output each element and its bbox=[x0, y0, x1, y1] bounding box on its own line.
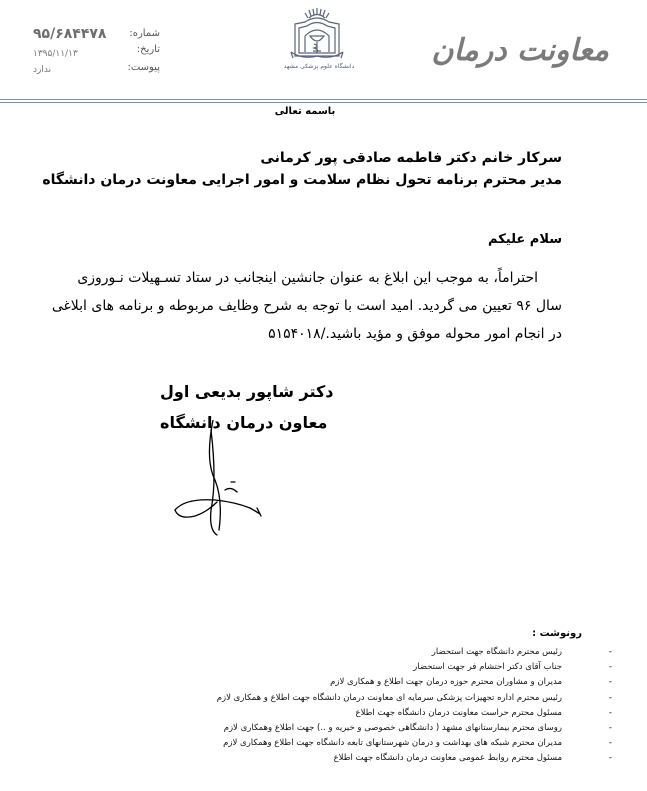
letter-body bbox=[52, 264, 562, 348]
cc-item-text: رئیس محترم اداره تجهیزات پزشکی سرمایه ای معاونت درمان دانشگاه جهت اطلاع و همکاری لازم bbox=[216, 692, 562, 703]
logo-caption: دانشگاه علوم پزشکی مشهد bbox=[283, 63, 355, 70]
cc-item-text: مسئول محترم حراست معاونت درمان دانشگاه جهت اطلاع bbox=[355, 707, 562, 718]
university-logo-icon bbox=[283, 6, 355, 72]
cc-bullet: - bbox=[608, 662, 612, 673]
letter-date-label: تاریخ: bbox=[136, 44, 160, 55]
letter-number-label: شماره: bbox=[129, 28, 160, 39]
signature-icon bbox=[165, 420, 295, 540]
cc-item bbox=[217, 721, 612, 736]
cc-bullet: - bbox=[608, 707, 612, 718]
cc-item bbox=[217, 706, 612, 721]
cc-bullet: - bbox=[608, 647, 612, 657]
cc-bullet: - bbox=[608, 677, 612, 688]
cc-bullet: - bbox=[608, 723, 612, 734]
signer-title: معاون درمان دانشگاه bbox=[160, 413, 328, 432]
cc-bullet: - bbox=[608, 692, 612, 703]
cc-heading: رونوشت : bbox=[532, 628, 582, 639]
cc-item-text: رئیس محترم دانشگاه جهت استحضار bbox=[431, 647, 562, 657]
cc-bullet: - bbox=[608, 738, 612, 749]
body-line: احتراماً، به موجب این ابلاغ به عنوان جانشین اینجانب در ستاد تسـهیلات نـوروزی bbox=[77, 270, 538, 286]
header-divider-top bbox=[0, 99, 647, 100]
body-line: در انجام امور محوله موفق و مؤید باشید./۵۱۵۴۰۱۸ bbox=[268, 326, 562, 342]
recipient-title: مدیر محترم برنامه تحول نظام سلامت و امور اجرایی معاونت درمان دانشگاه bbox=[42, 172, 562, 188]
cc-item bbox=[217, 675, 612, 690]
cc-item-text: روسای محترم بیمارستانهای مشهد ( دانشگاهی خصوصی و خیریه و ..) جهت اطلاع وهمکاری لازم bbox=[223, 723, 562, 734]
greeting: سلام علیکم bbox=[488, 232, 562, 247]
signer-name: دکتر شاپور بدیعی اول bbox=[160, 382, 334, 401]
cc-item-text: جناب آقای دکتر احتشام فر جهت استحضار bbox=[413, 662, 562, 673]
cc-item bbox=[217, 736, 612, 751]
cc-item-text: مدیران محترم شبکه های بهداشت و درمان شهرستانهای تابعه دانشگاه جهت اطلاع وهمکاری لازم bbox=[223, 738, 562, 749]
cc-list bbox=[216, 645, 612, 767]
letter-attachment: ندارد bbox=[33, 65, 52, 75]
body-line: سال ۹۶ تعیین می گردید. امید است با توجه به شرح وظایف مربوطه و برنامه های ابلاغی bbox=[51, 298, 562, 314]
letter-number: ۹۵/۶۸۴۴۷۸ bbox=[33, 26, 107, 42]
department-title: معاونت درمان bbox=[431, 33, 609, 68]
recipient-name: سرکار خانم دکتر فاطمه صادقی پور کرمانی bbox=[260, 150, 562, 166]
cc-item-text: مسئول محترم روابط عمومی معاونت درمان دانشگاه جهت اطلاع bbox=[333, 753, 562, 764]
cc-bullet: - bbox=[608, 753, 612, 764]
cc-item bbox=[217, 660, 612, 675]
letter-attachment-label: پیوست: bbox=[127, 62, 160, 73]
header-divider-bottom bbox=[0, 102, 647, 103]
cc-item bbox=[217, 751, 612, 766]
cc-item-text: مدیران و مشاوران محترم حوزه درمان جهت اطلاع و همکاری لازم bbox=[330, 677, 562, 688]
cc-item bbox=[216, 691, 612, 706]
cc-item bbox=[217, 645, 612, 660]
letter-date: ۱۳۹۵/۱۱/۱۳ bbox=[33, 49, 78, 59]
invocation: باسمه تعالی bbox=[274, 106, 336, 117]
